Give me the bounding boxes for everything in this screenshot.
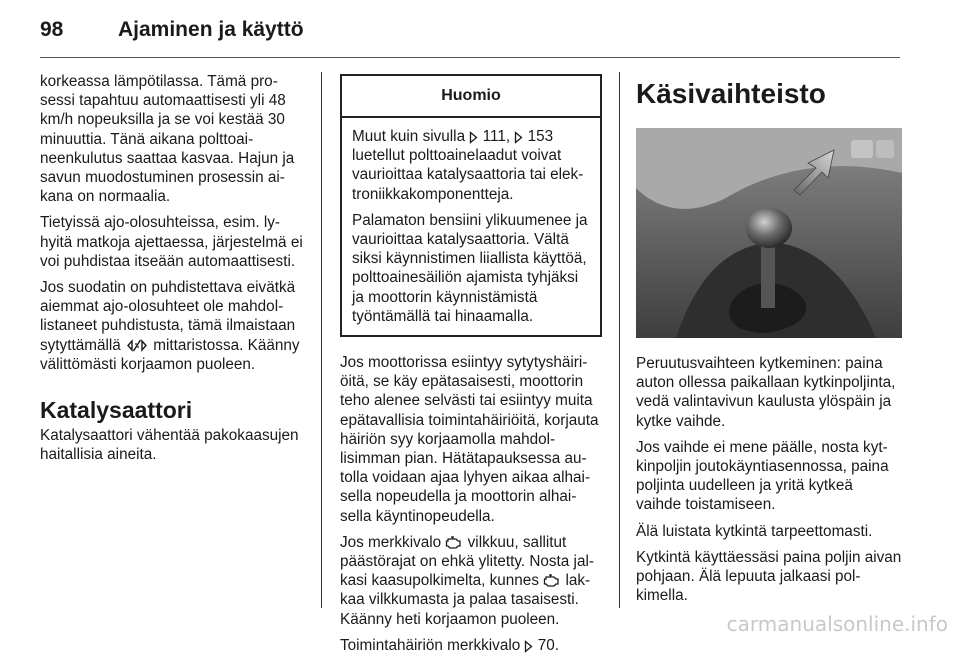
notice-body bbox=[342, 118, 600, 335]
gear-lever-photo bbox=[636, 128, 902, 338]
paragraph bbox=[340, 533, 602, 629]
notice-title: Huomio bbox=[342, 76, 600, 118]
text: vilkkuu, sallitut päästörajat on ehkä ylitetty. Nosta jalkasi kaasupolkimelta, kunnes bbox=[340, 533, 594, 590]
page-reference-link[interactable]: 70. bbox=[537, 636, 559, 654]
paragraph: Tietyissä ajo-olosuhteissa, esim. lyhyitä matkoja ajettaessa, järjestelmä ei voi puhdistaa itseään automaattisesti. bbox=[40, 214, 303, 270]
page-header bbox=[40, 18, 900, 48]
paragraph: korkeassa lämpötilassa. Tämä prosessi tapahtuu automaattisesti yli 48 km/h nopeuksilla ja se voi kestää 30 minuuttia. Tänä aikana polttoaineenkulutus saattaa kasvaa. Hajun ja savun muodostuminen prosessin aikana on normaalia. bbox=[40, 73, 295, 206]
paragraph: Älä luistata kytkintä tarpeettomasti. bbox=[636, 522, 873, 540]
page-title: Ajaminen ja käyttö bbox=[118, 18, 304, 41]
paragraph: Palamaton bensiini ylikuumenee ja vaurioittaa katalysaattoria. Vältä siksi käynnistimen liiallista käyttöä, polttoainesäiliön ajamista tyhjäksi ja moottorin käynnistämistä työntämällä tai hinaamalla. bbox=[352, 211, 588, 325]
text: luetellut polttoainelaadut voivat vaurioittaa katalysaattoria tai elektroniikkakomponentteja. bbox=[352, 147, 584, 203]
diesel-filter-icon bbox=[125, 338, 149, 353]
text: Jos suodatin on puhdistettava eivätkä aiemmat ajo-olosuhteet ole mahdollistaneet puhdistusta, tämä ilmaistaan sytyttämällä bbox=[40, 279, 296, 354]
column-3 bbox=[636, 72, 902, 612]
section-heading: Katalysaattori bbox=[40, 397, 193, 424]
column-1 bbox=[40, 72, 306, 471]
text: Jos merkkivalo bbox=[340, 533, 442, 551]
text: lakkaa vilkkumasta ja palaa tasaisesti. Käänny heti korjaamon puoleen. bbox=[340, 572, 591, 628]
engine-check-icon bbox=[543, 573, 561, 588]
triangle-ref-icon bbox=[514, 131, 523, 144]
engine-check-icon bbox=[445, 535, 463, 550]
watermark: carmanualsonline.info bbox=[726, 612, 948, 636]
column-2 bbox=[340, 72, 602, 662]
header-rule bbox=[40, 57, 900, 58]
paragraph: Katalysaattori vähentää pakokaasujen haitallisia aineita. bbox=[40, 427, 299, 464]
paragraph: Jos moottorissa esiintyy sytytyshäiriöitä, se käy epätasaisesti, moottorin teho alenee selvästi tai esiintyy muita epätavallisia toimintahäiriöitä, korjauta häiriön syy korjaamolla mahdollisimman pian. Hätätapauksessa autolla voidaan ajaa lyhyen aikaa alhaisella nopeudella ja moottorin alhaisella käyntinopeudella. bbox=[340, 354, 599, 525]
text: Muut kuin sivulla bbox=[352, 128, 466, 145]
text-block bbox=[340, 353, 602, 655]
page-number: 98 bbox=[40, 18, 64, 41]
section-heading: Käsivaihteisto bbox=[636, 78, 826, 109]
column-divider bbox=[619, 72, 620, 608]
triangle-ref-icon bbox=[469, 131, 478, 144]
text: mittaristossa. Käänny välittömästi korjaamon puoleen. bbox=[40, 336, 300, 373]
text: Toimintahäiriön merkkivalo bbox=[340, 636, 521, 654]
paragraph: Jos vaihde ei mene päälle, nosta kytkinpoljin joutokäyntiasennossa, paina poljinta uudelleen ja yritä kytkeä vaihde toistamiseen. bbox=[636, 438, 889, 514]
paragraph bbox=[340, 636, 602, 655]
page-reference-link[interactable]: 153 bbox=[527, 128, 554, 145]
paragraph: Kytkintä käyttäessäsi paina poljin aivan pohjaan. Älä lepuuta jalkaasi polkimella. bbox=[636, 548, 902, 605]
notice-box bbox=[340, 74, 602, 337]
paragraph bbox=[352, 127, 591, 204]
page-reference-link[interactable]: 111, bbox=[482, 128, 511, 145]
paragraph bbox=[40, 278, 306, 374]
column-divider bbox=[321, 72, 322, 608]
paragraph: Peruutusvaihteen kytkeminen: paina auton ollessa paikallaan kytkinpoljinta, vedä valintavivun kaulusta ylöspäin ja kytke vaihde. bbox=[636, 355, 896, 430]
